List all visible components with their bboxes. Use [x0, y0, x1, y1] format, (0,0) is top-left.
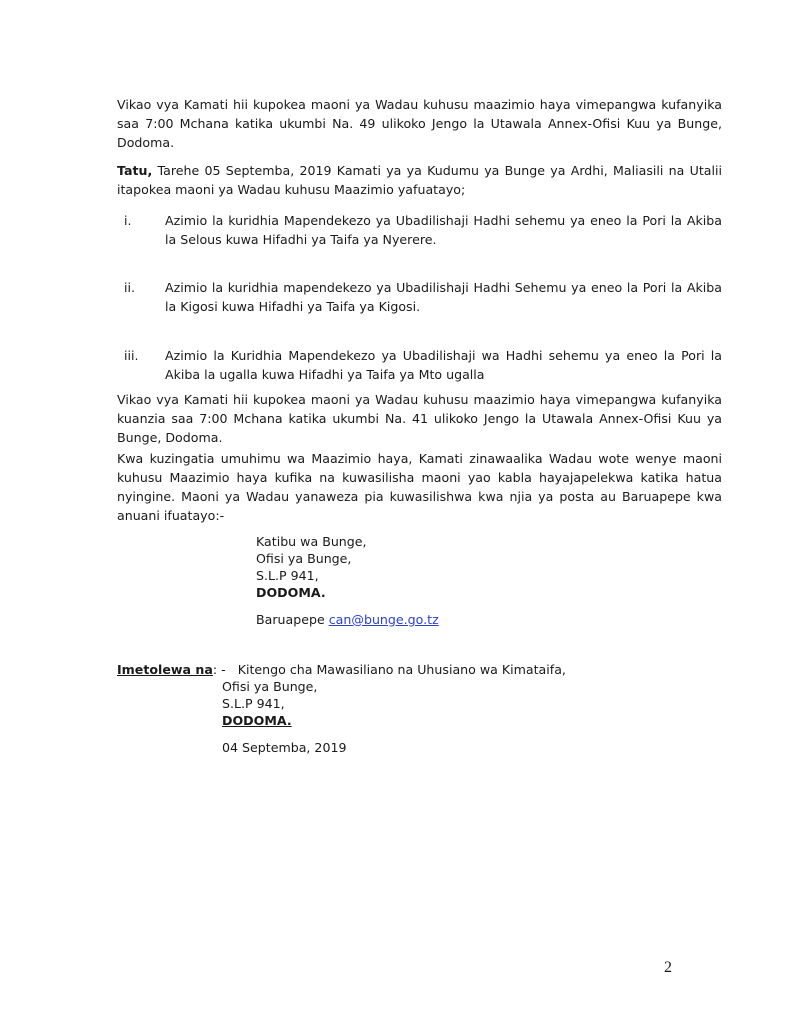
email-line: [256, 610, 439, 629]
paragraph-third-body: Tarehe 05 Septemba, 2019 Kamati ya ya Kudumu ya Bunge ya Ardhi, Maliasili na Utalii itapokea maoni ya Wadau kuhusu Maazimio yafuatayo;: [117, 163, 722, 197]
issuer-name: Kitengo cha Mawasiliano na Uhusiano wa Kimataifa,: [237, 662, 566, 677]
resolution-text: Azimio la kuridhia Mapendekezo ya Ubadilishaji Hadhi sehemu ya eneo la Pori la Akiba la Selous kuwa Hifadhi ya Taifa ya Nyerere.: [165, 213, 722, 247]
issued-by-label: Imetolewa na: [117, 662, 213, 677]
resolution-number: i.: [124, 213, 132, 228]
paragraph-third-committee: [117, 161, 722, 199]
paragraph-lead-word: Tatu,: [117, 163, 153, 178]
address-city: DODOMA.: [256, 585, 326, 600]
address-line: Ofisi ya Bunge,: [256, 551, 352, 566]
address-line: Katibu wa Bunge,: [256, 534, 367, 549]
page-number: 2: [664, 959, 672, 976]
email-label: Baruapepe: [256, 612, 329, 627]
issued-by-line: [117, 660, 566, 679]
resolution-text: Azimio la kuridhia mapendekezo ya Ubadilishaji Hadhi Sehemu ya eneo la Pori la Akiba la Kigosi kuwa Hifadhi ya Taifa ya Kigosi.: [165, 280, 722, 314]
resolution-number: iii.: [124, 348, 139, 363]
issuer-address-line: Ofisi ya Bunge,: [222, 679, 318, 694]
issued-by-separator: : -: [212, 662, 238, 677]
issuer-city: DODOMA.: [222, 713, 292, 728]
issuer-address-line: S.L.P 941,: [222, 696, 285, 711]
issue-date: 04 Septemba, 2019: [222, 740, 347, 755]
paragraph-sessions-committee-1: Vikao vya Kamati hii kupokea maoni ya Wadau kuhusu maazimio haya vimepangwa kufanyika saa 7:00 Mchana katika ukumbi Na. 49 ulikoko Jengo la Utawala Annex-Ofisi Kuu ya Bunge, Dodoma.: [117, 97, 722, 150]
paragraph-invitation: Kwa kuzingatia umuhimu wa Maazimio haya, Kamati zinawaalika Wadau wote wenye maoni kuhusu Maazimio haya kufika na kuwasilisha maoni yao kabla hayajapelekwa katika hatua nyingine. Maoni ya Wadau yanaweza pia kuwasilishwa kwa njia ya posta au Baruapepe kwa anuani ifuatayo:-: [117, 451, 722, 523]
postal-address: [256, 533, 367, 601]
paragraph-sessions-committee-2: Vikao vya Kamati hii kupokea maoni ya Wadau kuhusu maazimio haya vimepangwa kufanyika kuanzia saa 7:00 Mchana katika ukumbi Na. 41 ulikoko Jengo la Utawala Annex-Ofisi Kuu ya Bunge, Dodoma.: [117, 392, 722, 445]
email-link[interactable]: can@bunge.go.tz: [328, 612, 439, 627]
issuer-address: [222, 678, 317, 729]
resolution-text: Azimio la Kuridhia Mapendekezo ya Ubadilishaji wa Hadhi sehemu ya eneo la Pori la Akiba la ugalla kuwa Hifadhi ya Taifa ya Mto ugalla: [165, 348, 722, 382]
address-line: S.L.P 941,: [256, 568, 319, 583]
resolution-number: ii.: [124, 280, 136, 295]
